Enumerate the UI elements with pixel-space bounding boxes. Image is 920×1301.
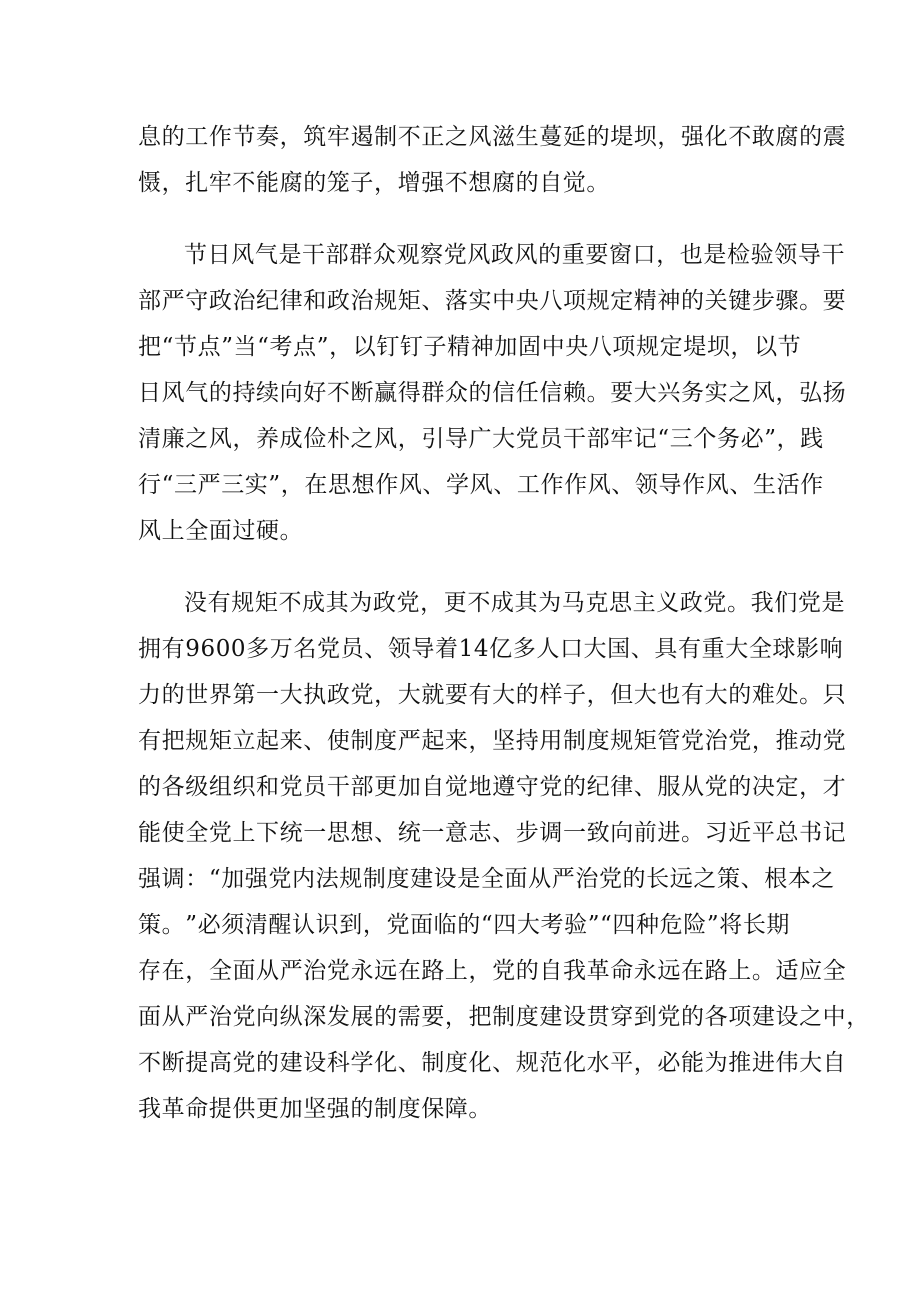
paragraph-line: 拥 有 9 6 0 0 多 万 名 党 员 、 领 导 着 1 4 亿 多 人 口 大 国 、 具 有 重 大 全 球 影 响 [138, 636, 844, 662]
paragraph-3 [138, 580, 870, 1132]
paragraph-line: 不 断 提 高 党 的 建 设 科 学 化 、 制 度 化 、 规 范 化 水 平 ， 必 能 为 推 进 伟 大 自 [138, 1050, 847, 1076]
paragraph-line: 面 从 严 治 党 向 纵 深 发 展 的 需 要 ， 把 制 度 建 设 贯 穿 到 党 的 各 项 建 设 之 中 ， [138, 1004, 870, 1030]
paragraph-line: 日 风 气 的 持 续 向 好 不 断 赢 得 群 众 的 信 任 信 赖 。 要 大 兴 务 实 之 风 ， 弘 扬 [138, 380, 847, 406]
paragraph-1 [138, 114, 847, 206]
paragraph-line: 能 使 全 党 上 下 统 一 思 想 、 统 一 意 志 、 步 调 一 致 向 前 进 。 习 近 平 总 书 记 [138, 820, 847, 846]
paragraph-line: 把 “ 节 点 ” 当 “ 考 点 ” ， 以 钉 钉 子 精 神 加 固 中 央 八 项 规 定 堤 坝 ， 以 节 [138, 334, 802, 360]
paragraph-line: 策 。 ” 必 须 清 醒 认 识 到 ， 党 面 临 的 “ 四 大 考 验 ” “ 四 种 危 险 ” 将 长 期 [138, 912, 791, 938]
paragraph-line: 行 “ 三 严 三 实 ” ， 在 思 想 作 风 、 学 风 、 工 作 作 风 、 领 导 作 风 、 生 活 作 [138, 472, 824, 498]
paragraph-line: 息 的 工 作 节 奏 ， 筑 牢 遏 制 不 正 之 风 滋 生 蔓 延 的 堤 坝 ， 强 化 不 敢 腐 的 震 [138, 124, 847, 150]
paragraph-line: 的 各 级 组 织 和 党 员 干 部 更 加 自 觉 地 遵 守 党 的 纪 律 、 服 从 党 的 决 定 ， 才 [138, 774, 847, 800]
paragraph-line: 清 廉 之 风 ， 养 成 俭 朴 之 风 ， 引 导 广 大 党 员 干 部 牢 记 “ 三 个 务 必 ” ， 践 [138, 426, 824, 452]
paragraph-2 [138, 232, 847, 554]
paragraph-line: 力 的 世 界 第 一 大 执 政 党 ， 大 就 要 有 大 的 样 子 ， 但 大 也 有 大 的 难 处 。 只 [138, 682, 847, 708]
paragraph-line: 慑，扎牢不能腐的笼子，增强不想腐的自觉。 [138, 170, 610, 196]
paragraph-line: 没 有 规 矩 不 成 其 为 政 党 ， 更 不 成 其 为 马 克 思 主 义 政 党 。 我 们 党 是 [184, 590, 846, 616]
paragraph-line: 存 在 ， 全 面 从 严 治 党 永 远 在 路 上 ， 党 的 自 我 革 命 永 远 在 路 上 。 适 应 全 [138, 958, 847, 984]
paragraph-line: 强 调 ： “ 加 强 党 内 法 规 制 度 建 设 是 全 面 从 严 治 党 的 长 远 之 策 、 根 本 之 [138, 866, 836, 892]
paragraph-line: 部 严 守 政 治 纪 律 和 政 治 规 矩 、 落 实 中 央 八 项 规 定 精 神 的 关 键 步 骤 。 要 [138, 288, 847, 314]
paragraph-line: 有 把 规 矩 立 起 来 、 使 制 度 严 起 来 ， 坚 持 用 制 度 规 矩 管 党 治 党 ， 推 动 党 [138, 728, 847, 754]
paragraph-line: 我革命提供更加坚强的制度保障。 [138, 1096, 492, 1122]
paragraph-line: 风上全面过硬。 [138, 518, 304, 544]
paragraph-line: 节 日 风 气 是 干 部 群 众 观 察 党 风 政 风 的 重 要 窗 口 ， 也 是 检 验 领 导 干 [184, 242, 846, 268]
